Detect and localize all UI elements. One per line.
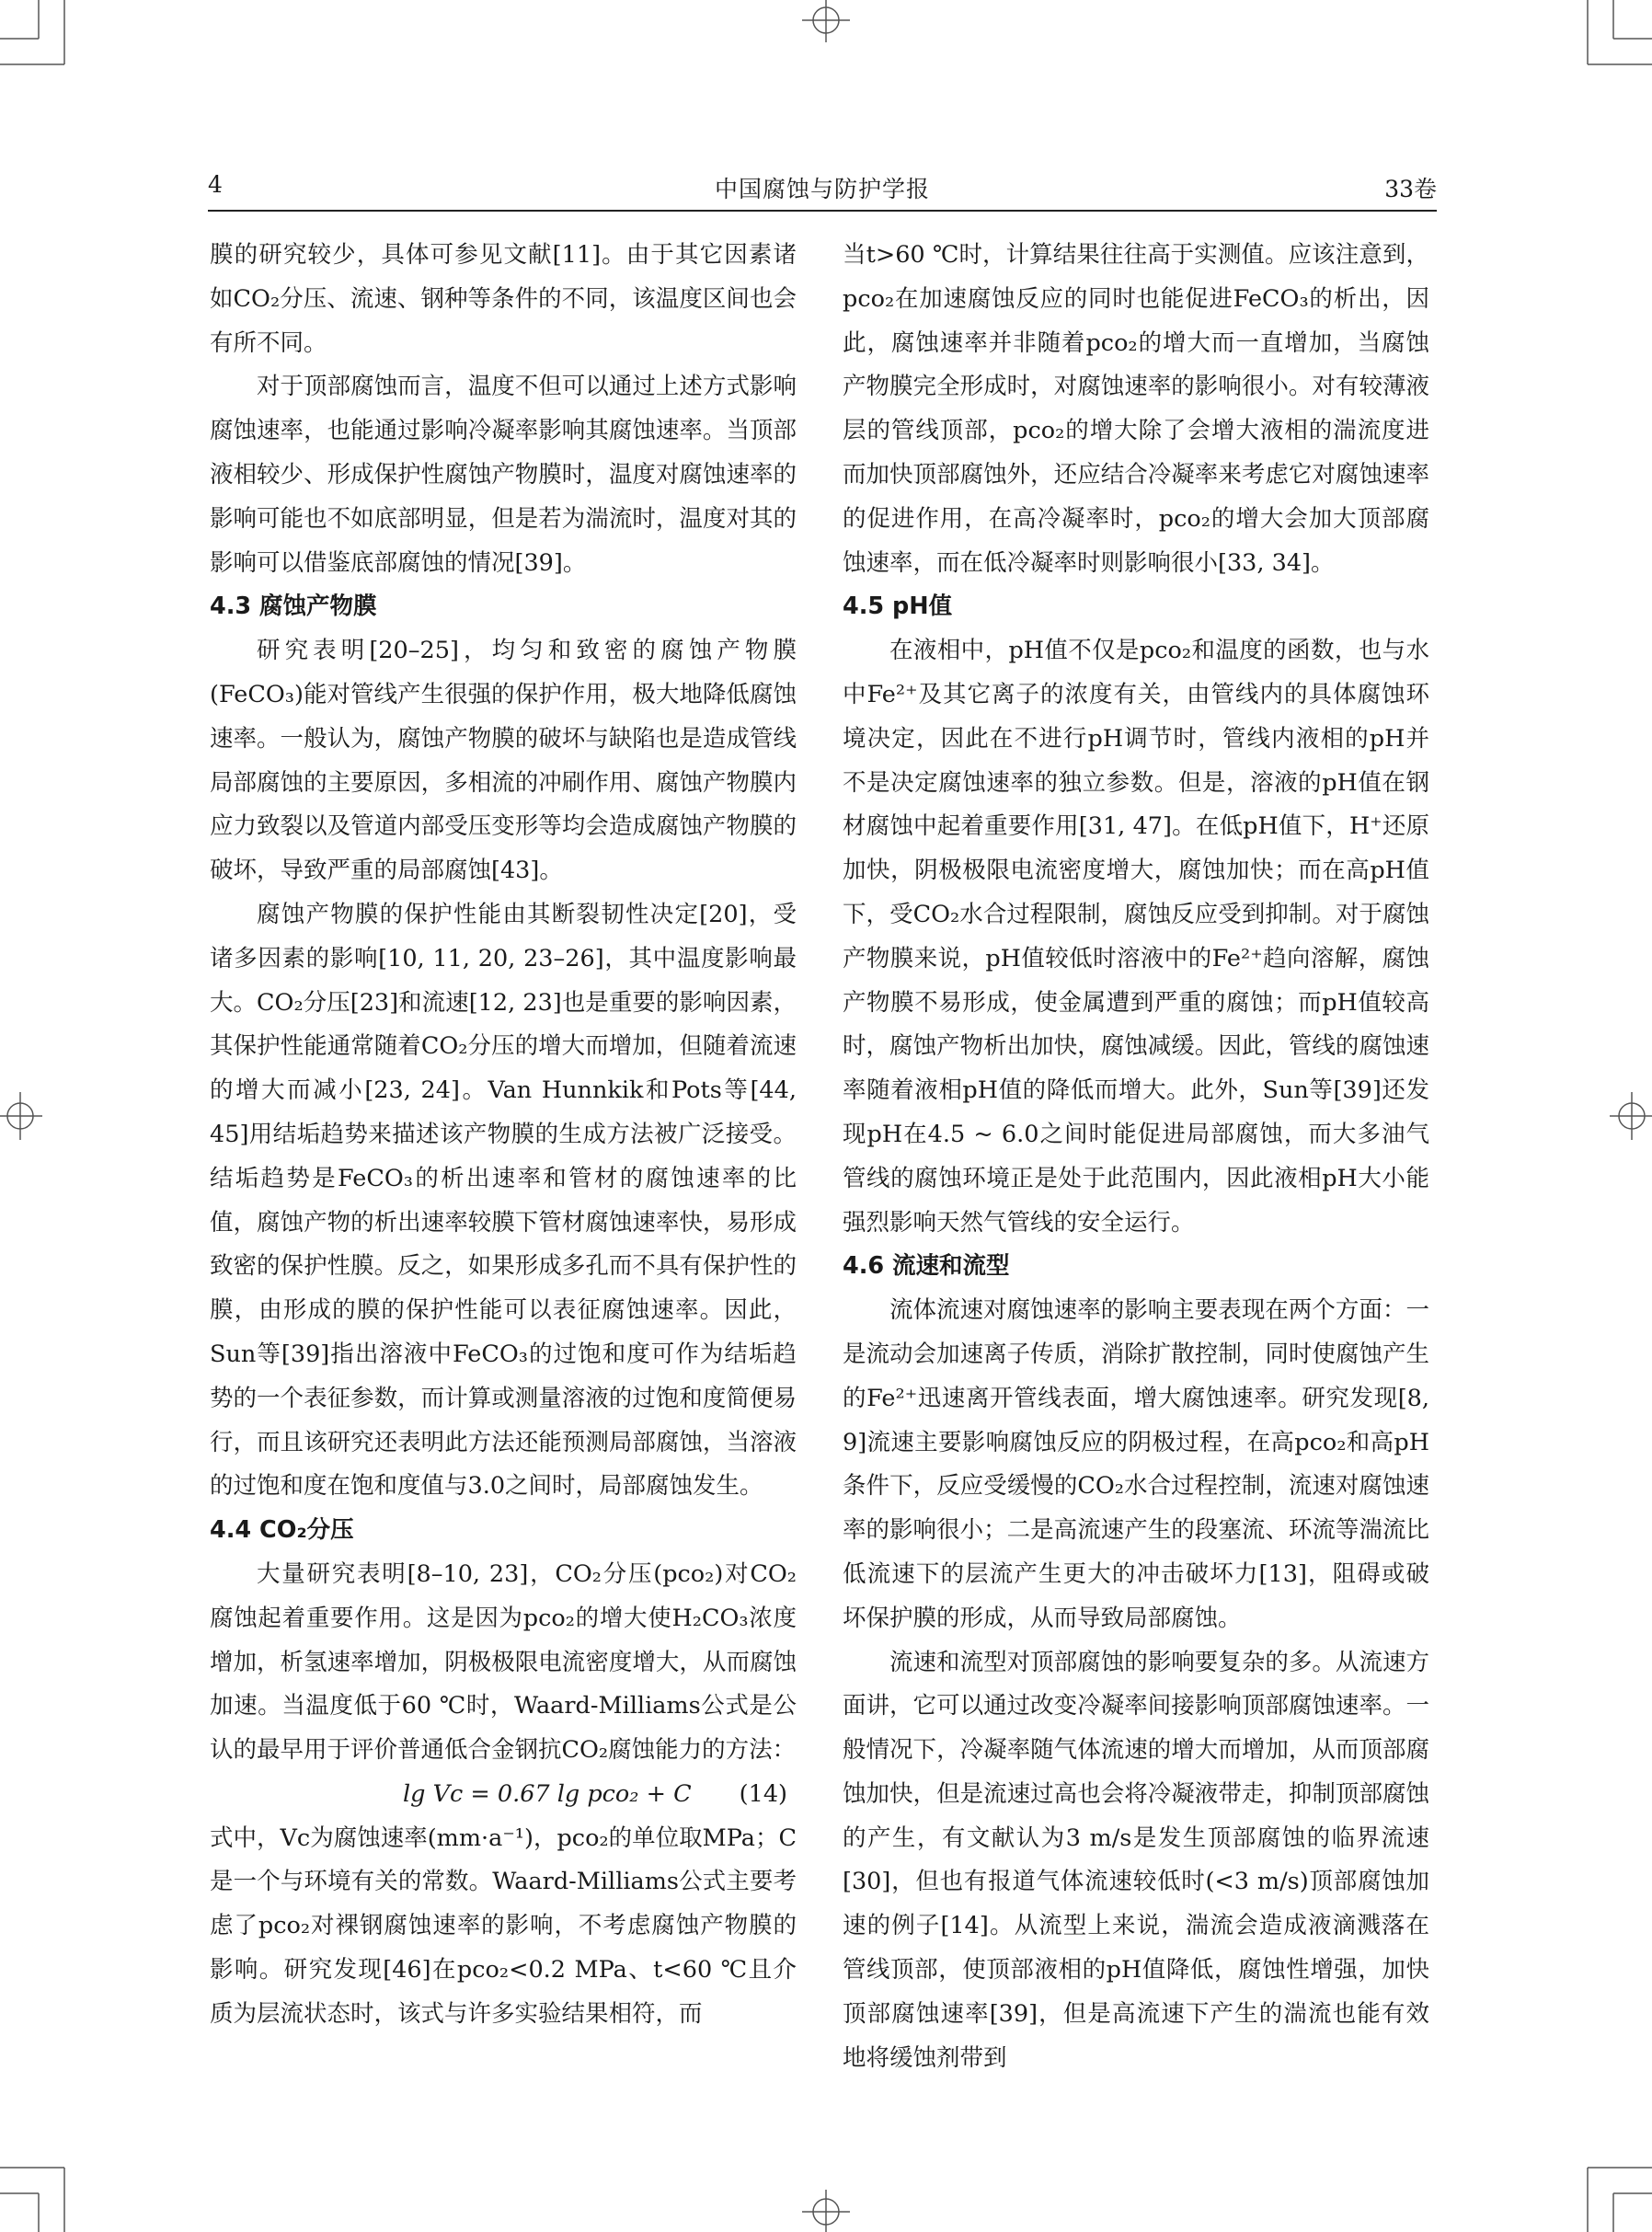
- header-rule: [208, 210, 1437, 212]
- section-heading-4-3: 4.3 腐蚀产物膜: [210, 593, 377, 621]
- left-column: [210, 234, 797, 2037]
- right-column: [843, 234, 1429, 2080]
- paragraph: 研究表明[20–25]，均匀和致密的腐蚀产物膜(FeCO₃)能对管线产生很强的保护作用，极大地降低腐蚀速率。一般认为，腐蚀产物膜的破坏与缺陷也是造成管线局部腐蚀的主要原因，多相流的冲刷作用、腐蚀产物膜内应力致裂以及管道内部受压变形等均会造成腐蚀产物膜的破坏，导致严重的局部腐蚀[43]。: [210, 637, 797, 885]
- paragraph: 流速和流型对顶部腐蚀的影响要复杂的多。从流速方面讲，它可以通过改变冷凝率间接影响顶部腐蚀速率。一般情况下，冷凝率随气体流速的增大而增加，从而顶部腐蚀加快，但是流速过高也会将冷凝液带走，抑制顶部腐蚀的产生，有文献认为3 m/s是发生顶部腐蚀的临界流速[30]，但也有报道气体流速较低时(<3 m/s)顶部腐蚀加速的例子[14]。从流型上来说，湍流会造成液滴溅落在管线顶部，使顶部液相的pH值降低，腐蚀性增强，加快顶部腐蚀速率[39]，但是高流速下产生的湍流也能有效地将缓蚀剂带到: [843, 1648, 1429, 2072]
- paragraph: 式中，Vc为腐蚀速率(mm·a⁻¹)，pco₂的单位取MPa；C是一个与环境有关的常数。Waard-Milliams公式主要考虑了pco₂对裸钢腐蚀速率的影响，不考虑腐蚀产物膜的影响。研究发现[46]在pco₂<0.2 MPa、t<60 ℃且介质为层流状态时，该式与许多实验结果相符，而: [210, 1824, 797, 2028]
- paragraph: 当t>60 ℃时，计算结果往往高于实测值。应该注意到，pco₂在加速腐蚀反应的同时也能促进FeCO₃的析出，因此，腐蚀速率并非随着pco₂的增大而一直增加，当腐蚀产物膜完全形成时，对腐蚀速率的影响很小。对有较薄液层的管线顶部，pco₂的增大除了会增大液相的湍流度进而加快顶部腐蚀外，还应结合冷凝率来考虑它对腐蚀速率的促进作用，在高冷凝率时，pco₂的增大会加大顶部腐蚀速率，而在低冷凝率时则影响很小[33, 34]。: [843, 241, 1429, 577]
- equation-number: (14): [739, 1779, 787, 1808]
- journal-title: 中国腐蚀与防护学报: [714, 176, 930, 202]
- section-heading-4-6: 4.6 流速和流型: [843, 1252, 1010, 1281]
- equation-body: lg Vc = 0.67 lg pco₂ + C: [403, 1779, 692, 1808]
- equation-14: [210, 1773, 797, 1817]
- page-number: 4: [208, 171, 223, 198]
- section-heading-4-4: 4.4 CO₂分压: [210, 1516, 354, 1545]
- paragraph: 流体流速对腐蚀速率的影响主要表现在两个方面：一是流动会加速离子传质，消除扩散控制，同时使腐蚀产生的Fe²⁺迅速离开管线表面，增大腐蚀速率。研究发现[8, 9]流速主要影响腐蚀反应的阴极过程，在高pco₂和高pH条件下，反应受缓慢的CO₂水合过程控制，流速对腐蚀速率的影响很小；二是高流速产生的段塞流、环流等湍流比低流速下的层流产生更大的冲击破坏力[13]，阻碍或破坏保护膜的形成，从而导致局部腐蚀。: [843, 1296, 1429, 1632]
- paragraph: 膜的研究较少，具体可参见文献[11]。由于其它因素诸如CO₂分压、流速、钢种等条件的不同，该温度区间也会有所不同。: [210, 241, 797, 357]
- volume-label: 33卷: [1384, 176, 1437, 202]
- paragraph: 在液相中，pH值不仅是pco₂和温度的函数，也与水中Fe²⁺及其它离子的浓度有关，由管线内的具体腐蚀环境决定，因此在不进行pH调节时，管线内液相的pH并不是决定腐蚀速率的独立参数。但是，溶液的pH值在钢材腐蚀中起着重要作用[31, 47]。在低pH值下，H⁺还原加快，阴极极限电流密度增大，腐蚀加快；而在高pH值下，受CO₂水合过程限制，腐蚀反应受到抑制。对于腐蚀产物膜来说，pH值较低时溶液中的Fe²⁺趋向溶解，腐蚀产物膜不易形成，使金属遭到严重的腐蚀；而pH值较高时，腐蚀产物析出加快，腐蚀减缓。因此，管线的腐蚀速率随着液相pH值的降低而增大。此外，Sun等[39]还发现pH在4.5 ~ 6.0之间时能促进局部腐蚀，而大多油气管线的腐蚀环境正是处于此范围内，因此液相pH大小能强烈影响天然气管线的安全运行。: [843, 637, 1429, 1237]
- running-header: [208, 171, 1437, 204]
- paragraph: 对于顶部腐蚀而言，温度不但可以通过上述方式影响腐蚀速率，也能通过影响冷凝率影响其腐蚀速率。当顶部液相较少、形成保护性腐蚀产物膜时，温度对腐蚀速率的影响可能也不如底部明显，但是若为湍流时，温度对其的影响可以借鉴底部腐蚀的情况[39]。: [210, 373, 797, 577]
- section-heading-4-5: 4.5 pH值: [843, 593, 953, 621]
- paragraph: 大量研究表明[8–10, 23]，CO₂分压(pco₂)对CO₂腐蚀起着重要作用。这是因为pco₂的增大使H₂CO₃浓度增加，析氢速率增加，阴极极限电流密度增大，从而腐蚀加速。当温度低于60 ℃时，Waard-Milliams公式是公认的最早用于评价普通低合金钢抗CO₂腐蚀能力的方法：: [210, 1559, 797, 1765]
- paragraph: 腐蚀产物膜的保护性能由其断裂韧性决定[20]，受诸多因素的影响[10, 11, 20, 23–26]，其中温度影响最大。CO₂分压[23]和流速[12, 23]也是重要的影响因素，其保护性能通常随着CO₂分压的增大而增加，但随着流速的增大而减小[23, 24]。Van Hunnkik和Pots等[44, 45]用结垢趋势来描述该产物膜的生成方法被广泛接受。结垢趋势是FeCO₃的析出速率和管材的腐蚀速率的比值，腐蚀产物的析出速率较膜下管材腐蚀速率快，易形成致密的保护性膜。反之，如果形成多孔而不具有保护性的膜，由形成的膜的保护性能可以表征腐蚀速率。因此，Sun等[39]指出溶液中FeCO₃的过饱和度可作为结垢趋势的一个表征参数，而计算或测量溶液的过饱和度简便易行，而且该研究还表明此方法还能预测局部腐蚀，当溶液的过饱和度在饱和度值与3.0之间时，局部腐蚀发生。: [210, 900, 797, 1501]
